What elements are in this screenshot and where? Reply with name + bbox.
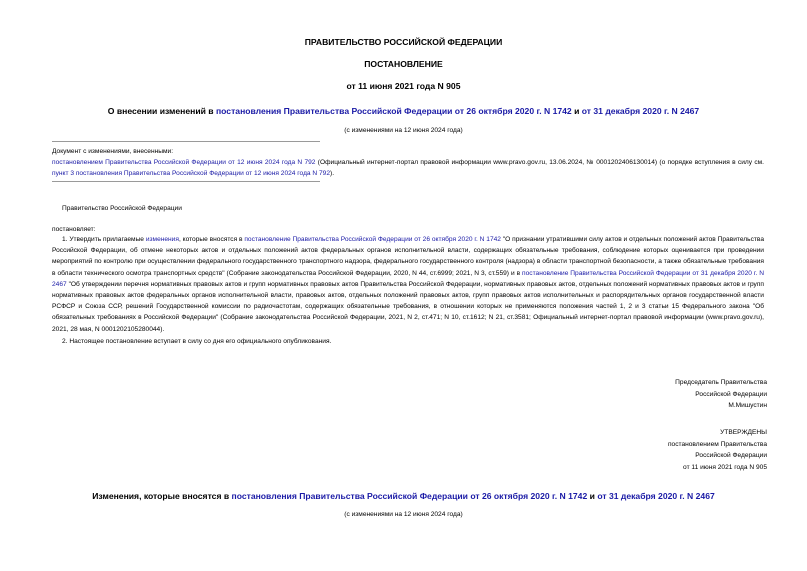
title-link-decree-2467[interactable]: от 31 декабря 2020 г. N 2467 (581, 106, 700, 116)
changes-title-middle: и (587, 491, 598, 501)
item1-text1: 1. Утвердить прилагаемые (62, 236, 146, 243)
changes-title (0, 491, 807, 501)
government-heading: ПРАВИТЕЛЬСТВО РОССИЙСКОЙ ФЕДЕРАЦИИ (304, 37, 503, 47)
changes-title-link-decree-1742[interactable]: постановления Правительства Российской Федерации от 26 октября 2020 г. N 1742 (231, 491, 588, 501)
approved-block (507, 427, 767, 473)
changes-note-text (52, 157, 764, 179)
body-government: Правительство Российской Федерации (62, 205, 182, 212)
changes-link-decree-792[interactable]: постановлением Правительства Российской Федерации от 12 июня 2024 года N 792 (52, 159, 316, 167)
changes-note-label: Документ с изменениями, внесенными: (52, 148, 174, 155)
body-decrees: постановляет: (52, 226, 96, 233)
divider-bottom (52, 181, 320, 182)
changes-note-text1: (Официальный интернет-портал правовой информации www.pravo.gov.ru, 13.06.2024, № 0001202406130014) (о порядке вступления в силу см. (315, 159, 764, 167)
approved-line-3: Российской Федерации (695, 452, 767, 460)
divider-top (52, 141, 320, 142)
item1-text4: "Об утверждении перечня нормативных правовых актов и групп нормативных правовых актов Правительства Российской Федерации, нормативных правовых актов, отдельных положений нормативных правовых актов и групп нормативных правовых актов федеральных органов исполнительной власти, правовых актов, отдельных положений правовых актов, групп правовых актов исполнительных и распорядительных органов государственной власти РСФСР и Союза ССР, решений Государственной комиссии по радиочастотам, содержащих обязательные требования, в отношении которых не применяются положения частей 1, 2 и 3 статьи 15 Федерального закона "Об обязательных требованиях в Российской Федерации" (Собрание законодательства Российской Федерации, 2021, N 2, ст.471; N 10, ст.1612; N 21, ст.3581; Официальный интернет-портал правовой информации (www.pravo.gov.ru), 2021, 28 мая, N 0001202105280044). (52, 280, 764, 333)
changes-title-prefix: Изменения, которые вносятся в (92, 491, 232, 501)
item1-link-decree-1742[interactable]: постановление Правительства Российской Федерации от 26 октября 2020 г. N 1742 (244, 236, 501, 243)
title-middle: и (571, 106, 582, 116)
changes-note-text2: ). (330, 170, 335, 178)
title-link-decree-1742[interactable]: постановления Правительства Российской Федерации от 26 октября 2020 г. N 1742 (215, 106, 572, 116)
approved-line-1: УТВЕРЖДЕНЫ (720, 429, 767, 436)
signature-line-3: М.Мишустин (728, 402, 767, 410)
signature-line-2: Российской Федерации (695, 390, 767, 398)
signature-block (507, 377, 767, 412)
signature-line-1: Председатель Правительства (675, 379, 767, 386)
item1-text2: , которые вносятся в (178, 236, 245, 243)
item1-link-decree-2467[interactable]: постановление Правительства Российской Федерации от 31 декабря 2020 г. N 2467 (52, 269, 764, 288)
changes-note (52, 146, 764, 180)
approved-line-2: постановлением Правительства (667, 440, 767, 448)
item1-text3: "О признании утратившими силу актов и отдельных положений актов Правительства Российской Федерации, об отмене некоторых актов и отдельных положений актов федеральных органов исполнительной власти, содержащих обязательные требования, соблюдение которых оценивается при проведении мероприятий по контролю при осуществлении федерального государственного транспортного надзора, федерального государственного контроля (надзора) в области транспортной безопасности, а также обязательные требования в области технического осмотра транспортных средств" (Собрание законодательства Российской Федерации, 2020, N 44, ст.6999; 2021, N 3, ст.559) и в (52, 236, 764, 277)
approved-line-4: от 11 июня 2021 года N 905 (683, 463, 767, 471)
body-item-1 (52, 234, 764, 335)
edition-note: (с изменениями на 12 июня 2024 года) (344, 127, 463, 134)
body-item-2: 2. Настоящее постановление вступает в силу со дня его официального опубликования. (62, 338, 332, 345)
changes-edition-note: (с изменениями на 12 июня 2024 года) (344, 511, 463, 518)
changes-title-link-decree-2467[interactable]: от 31 декабря 2020 г. N 2467 (597, 491, 715, 501)
doc-type-heading: ПОСТАНОВЛЕНИЕ (364, 59, 443, 69)
title-prefix: О внесении изменений в (107, 106, 216, 116)
doc-date-number: от 11 июня 2021 года N 905 (346, 81, 461, 91)
item1-link-changes[interactable]: изменения (145, 236, 179, 243)
document-title (0, 106, 807, 116)
changes-link-point-3[interactable]: пункт 3 постановления Правительства Российской Федерации от 12 июня 2024 года N 792 (52, 170, 331, 178)
